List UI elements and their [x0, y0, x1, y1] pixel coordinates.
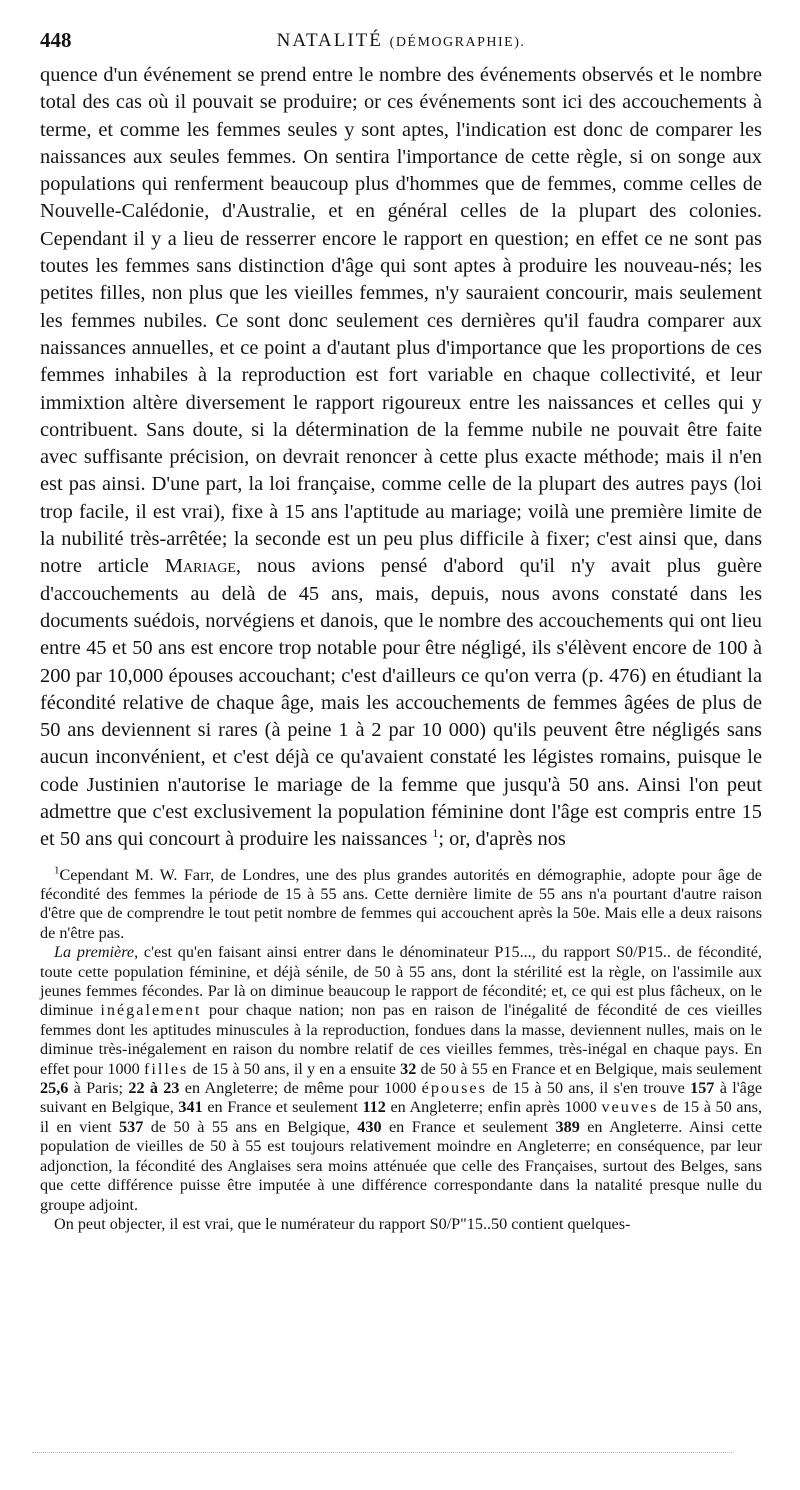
footnote-text: en Angleterre; enfin après 1000 [390, 1098, 597, 1117]
running-title-main: NATALITÉ [276, 30, 383, 51]
figure: 22 à 23 [128, 1079, 180, 1098]
paragraph-text: , nous avions pensé d'abord qu'il n'y avait plus guère d'accouchements au delà de 45 ans, mais, depuis, nous avons constaté dans les documents suédois, norvégiens et danois, que le nombre des accouchements qui ont lieu entre 45 et 50 ans est encore trop notable pour être négligé, ils s'élèvent encore de 100 à 200 par 10,000 épouses accouchant; c'est d'ailleurs ce qu'on verra (p. 476) en étudiant la fécondité relative de chaque âge, mais les accouchements de femmes âgées de plus de 50 ans deviennent si rares (à peine 1 à 2 par 10 000) qu'ils peuvent être négligés sans aucun inconvénient, et c'est déjà ce qu'avaient constaté les légistes romains, puisque le code Justinien n'autorise le mariage de la femme que jusqu'à 50 ans. Ainsi l'on peut admettre que c'est exclusivement la population féminine dont l'âge est compris entre 15 et 50 ans qui concourt à produire les naissances [40, 555, 762, 851]
emphasis: inégalement [100, 1001, 202, 1020]
footnote-text: à l'âge suivant en Belgique, [40, 1079, 763, 1117]
figure: 112 [362, 1098, 386, 1117]
footnote-text: à Paris; [73, 1079, 124, 1098]
emphasis: veuves [601, 1098, 659, 1117]
main-text [40, 62, 762, 854]
page-bottom-rule [32, 1452, 732, 1453]
emphasis: épouses [421, 1079, 487, 1098]
footnote-text: en Angleterre. Ainsi cette population de vieilles de 50 à 55 est toujours relativement moindre en Angleterre; en conséquence, par leur adjonction, la fécondité des Anglaises sera moins atténuée que celle des Françaises, surtout des Belges, sans que cette différence puisse être imputée à une différence correspondante dans la natalité presque nulle du groupe adjoint. [40, 1117, 763, 1214]
footnote-text: en France et seulement [389, 1117, 549, 1136]
running-title [40, 30, 762, 52]
paragraph-text: quence d'un événement se prend entre le nombre des événements observés et le nombre total des cas où il pouvait se produire; or ces événements sont ici des accouchements à terme, et comme les femmes seules y sont aptes, l'indication est donc de comparer les naissances aux seules femmes. On sentira l'importance de cette règle, si on songe aux populations qui renferment beaucoup plus d'hommes que de femmes, comme celles de Nouvelle-Calédonie, d'Australie, et en général celles de la plupart des colonies. Cependant il y a lieu de resserrer encore le rapport en question; en effet ce ne sont pas toutes les femmes sans distinction d'âge qui sont aptes à produire les nouveau-nés; les petites filles, non plus que les vieilles femmes, n'y sauraient concourir, mais seulement les femmes nubiles. Ce sont donc seulement ces dernières qu'il faudra comparer aux naissances annuelles, et ce point a d'autant plus d'importance que les proportions de ces femmes inhabiles à la reproduction est fort variable en chaque collectivité, et leur immixtion altère diversement le rapport rigoureux entre les naissances et celles qui y contribuent. Sans doute, si la détermination de la femme nubile ne pouvait être faite avec suffisante précision, on devrait renoncer à cette plus exacte méthode; mais il n'en est pas ainsi. D'une part, la loi française, comme celle de la plupart des autres pays (loi trop facile, il est vrai), fixe à 15 ans l'aptitude au mariage; voilà une première limite de la nubilité très-arrêtée; la seconde est un peu plus difficile à fixer; c'est ainsi que, dans notre article [40, 64, 762, 578]
footnote-text: de 50 à 55 en France et en Belgique, mais seulement [420, 1059, 763, 1078]
footnote-text: de 50 à 55 ans en Belgique, [150, 1117, 350, 1136]
footnote-text: en Angleterre; de même pour 1000 [184, 1079, 417, 1098]
footnote-continuation [40, 943, 762, 1215]
footnote-text: de 15 à 50 ans, il y en a ensuite [192, 1059, 396, 1078]
footnote-text: de 15 à 50 ans, il en vient [40, 1098, 762, 1136]
footnote-italic: La première [54, 943, 135, 962]
footnote-text: pour chaque nation; non pas en raison de l'inégalité de fécondité de ces vieilles femmes dont les aptitudes minuscules à la reproduction, fondues dans la masse, deviennent nulles, mais on le diminue très-inégalement en raison du nombre relatif de ces vieilles femmes, très-inégal en chaque pays. En effet pour 1000 [40, 1001, 763, 1078]
running-title-subtitle: (DÉMOGRAPHIE). [389, 35, 526, 50]
page [40, 28, 762, 1234]
footnote [40, 866, 762, 944]
article-reference: Mariage [164, 555, 236, 578]
footnote-text: de 15 à 50 ans, il s'en trouve [492, 1079, 685, 1098]
figure: 157 [690, 1079, 715, 1098]
page-number: 448 [40, 28, 72, 52]
footnotes [40, 866, 762, 1235]
footnote-continuation [40, 1215, 762, 1234]
footnote-reference: 1 [432, 826, 439, 841]
footnote-mark: 1 [54, 864, 60, 877]
figure: 25,6 [40, 1079, 69, 1098]
footnote-text: , c'est qu'en faisant ainsi entrer dans le dénominateur P15..., du rapport S0/P15.. de fécondité, toute cette population féminine, et déjà sénile, de 50 à 55 ans, dont la stérilité est la règle, on l'assimile aux jeunes femmes fécondes. Par là on diminue beaucoup le rapport de fécondité; et, ce qui est plus fâcheux, on le diminue [40, 943, 762, 1020]
figure: 341 [178, 1098, 203, 1117]
figure: 430 [357, 1117, 382, 1136]
paragraph-text: ; or, d'après nos [438, 828, 566, 851]
footnote-text: On peut objecter, il est vrai, que le numérateur du rapport S0/P"15..50 contient quelques- [54, 1214, 631, 1233]
figure: 537 [119, 1117, 144, 1136]
figure: 389 [555, 1117, 580, 1136]
paragraph [40, 62, 762, 854]
running-head [40, 28, 762, 62]
figure: 32 [400, 1059, 417, 1078]
emphasis: filles [143, 1059, 189, 1078]
footnote-text: Cependant M. W. Farr, de Londres, une des plus grandes autorités en démographie, adopte pour âge de fécondité des femmes la période de 15 à 55 ans. Cette dernière limite de 55 ans n'a pourtant d'autre raison d'être que de comprendre le tout petit nombre de femmes qui accouchent après la 50e. Mais elle a deux raisons de n'être pas. [40, 865, 762, 942]
footnote-text: en France et seulement [207, 1098, 358, 1117]
